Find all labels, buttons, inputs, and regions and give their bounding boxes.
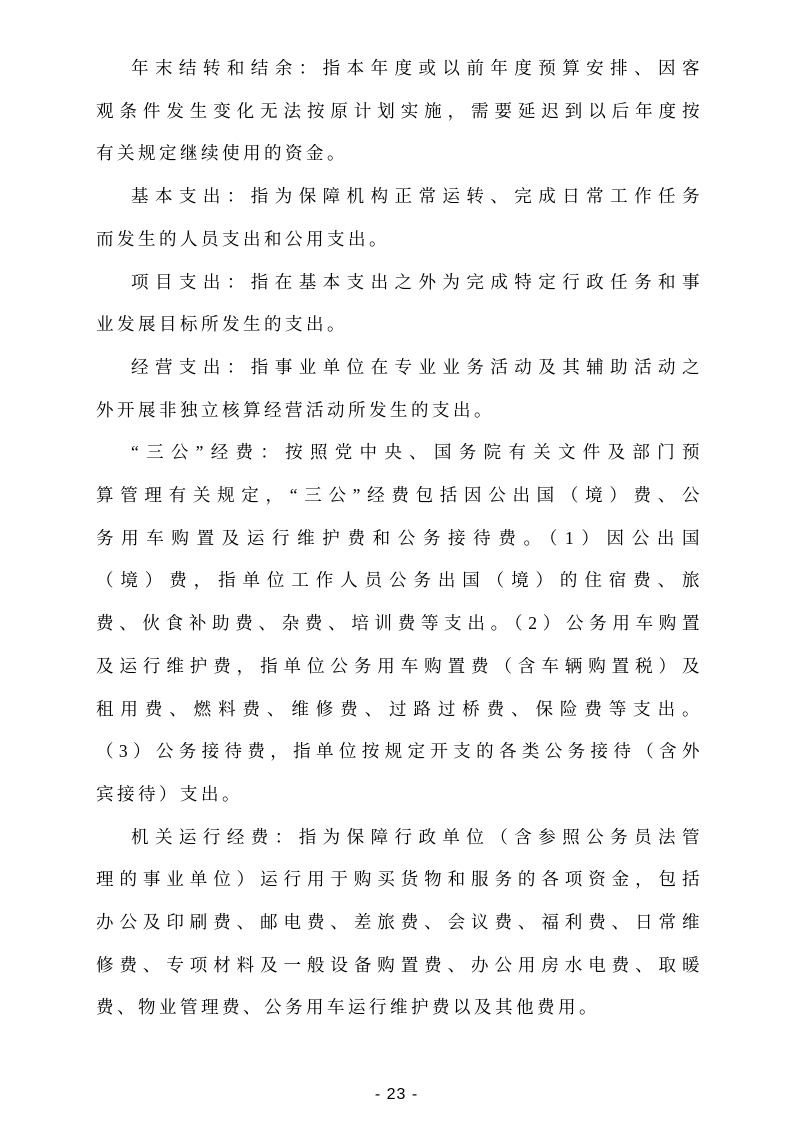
paragraph-basic-expenditure	[96, 175, 703, 260]
text-line: 业发展目标所发生的支出。	[96, 314, 348, 335]
paragraph-year-end-carryover-and-surplus	[96, 47, 703, 175]
text-line: 项目支出：指在基本支出之外为完成特定行政任务和事	[131, 271, 703, 292]
text-line: （境）费，指单位工作人员公务出国（境）的住宿费、旅	[96, 570, 703, 591]
document-body	[96, 47, 703, 1029]
text-line: 年末结转和结余：指本年度或以前年度预算安排、因客	[131, 58, 703, 78]
paragraph-agency-operating-funds	[96, 816, 703, 1030]
page-number: - 23 -	[374, 1086, 419, 1103]
text-line: 费、伙食补助费、杂费、培训费等支出。（2）公务用车购置	[96, 613, 703, 634]
text-line: 修费、专项材料及一般设备购置费、办公用房水电费、取暖	[96, 954, 703, 975]
text-line: “三公”经费：按照党中央、国务院有关文件及部门预	[131, 442, 703, 463]
text-line: 观条件发生变化无法按原计划实施，需要延迟到以后年度按	[96, 100, 703, 121]
paragraph-three-public-funds	[96, 431, 703, 815]
paragraph-project-expenditure	[96, 261, 703, 346]
text-line: 理的事业单位）运行用于购买货物和服务的各项资金，包括	[96, 869, 703, 890]
text-line: 及运行维护费，指单位公务用车购置费（含车辆购置税）及	[96, 655, 703, 676]
text-line: 务用车购置及运行维护费和公务接待费。（1）因公出国	[96, 527, 703, 548]
page-footer	[0, 1086, 793, 1104]
text-line: 基本支出：指为保障机构正常运转、完成日常工作任务	[131, 186, 703, 207]
text-line: 算管理有关规定，“三公”经费包括因公出国（境）费、公	[96, 485, 703, 506]
text-line: 宾接待）支出。	[96, 783, 243, 804]
text-line: 有关规定继续使用的资金。	[96, 143, 348, 164]
text-line: （3）公务接待费，指单位按规定开支的各类公务接待（含外	[96, 741, 703, 762]
text-line: 办公及印刷费、邮电费、差旅费、会议费、福利费、日常维	[96, 912, 703, 933]
text-line: 租用费、燃料费、维修费、过路过桥费、保险费等支出。	[96, 698, 703, 719]
text-line: 费、物业管理费、公务用车运行维护费以及其他费用。	[96, 997, 600, 1018]
text-line: 经营支出：指事业单位在专业业务活动及其辅助活动之	[131, 356, 703, 377]
text-line: 机关运行经费：指为保障行政单位（含参照公务员法管	[131, 826, 703, 847]
text-line: 外开展非独立核算经营活动所发生的支出。	[96, 399, 495, 420]
paragraph-operating-expenditure	[96, 346, 703, 431]
text-line: 而发生的人员支出和公用支出。	[96, 228, 390, 249]
